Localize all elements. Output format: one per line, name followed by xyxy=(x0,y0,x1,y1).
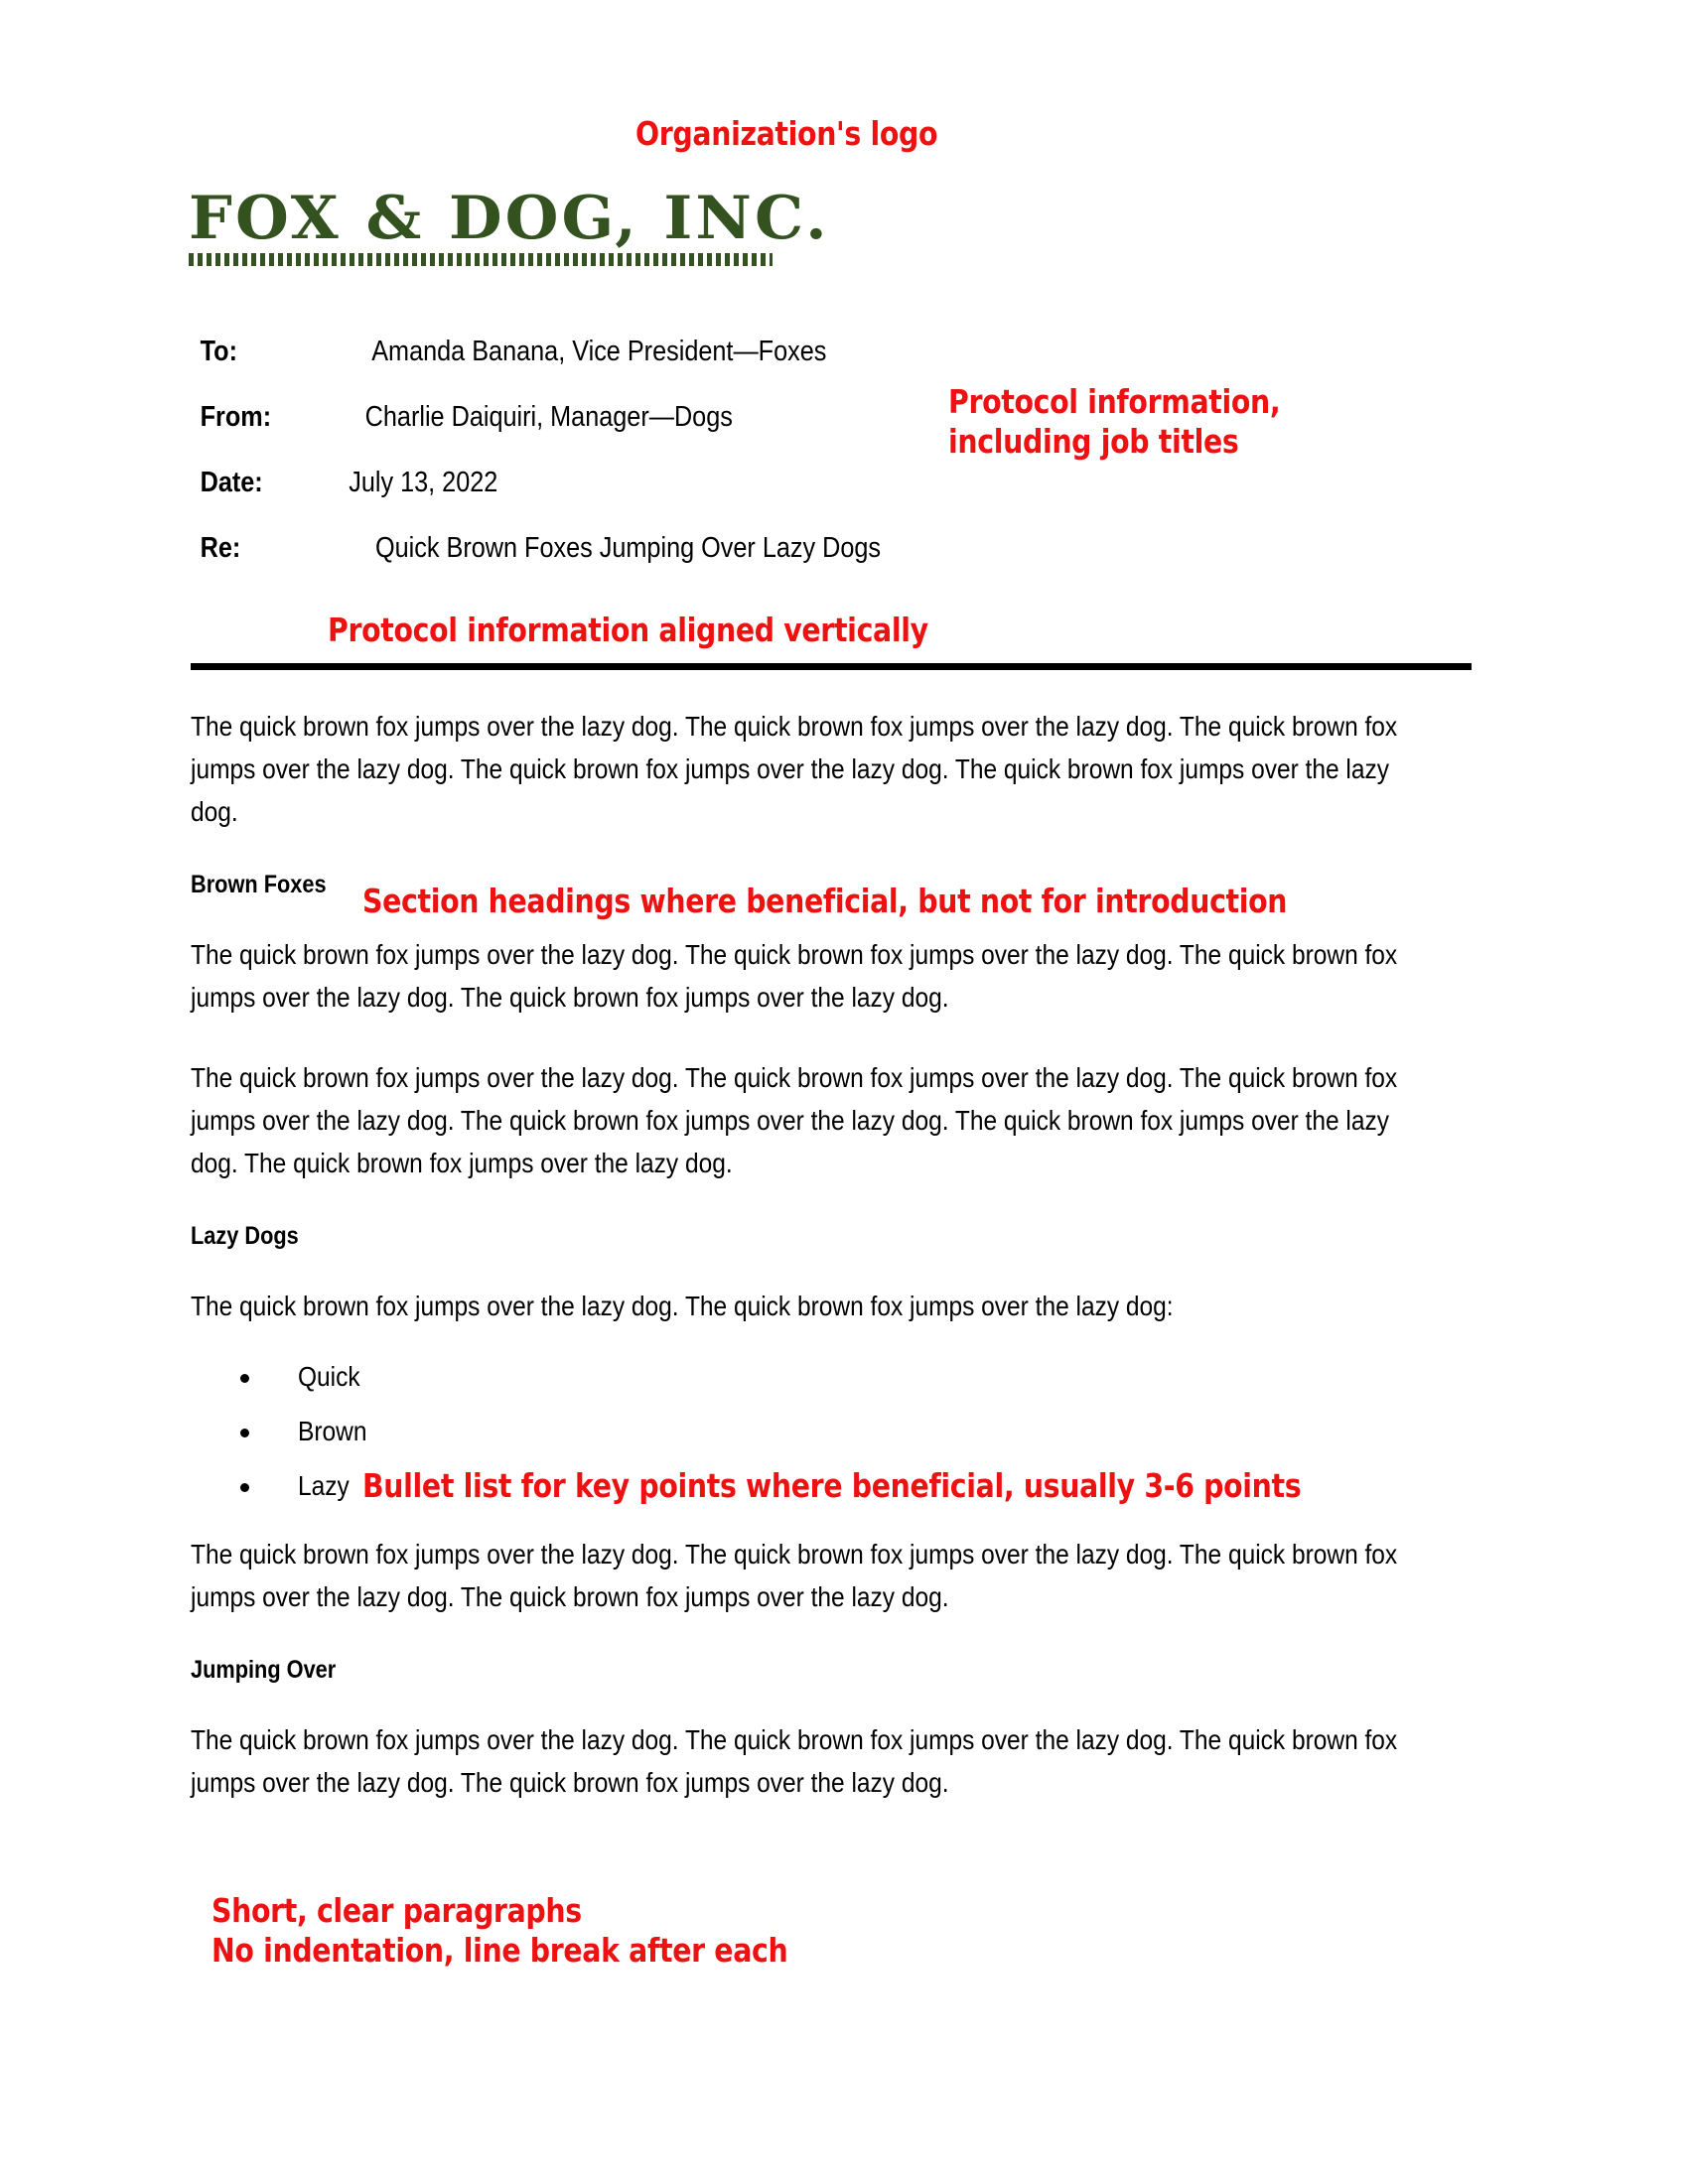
header-divider-rule xyxy=(191,663,1472,670)
protocol-label-from: From: xyxy=(200,401,272,433)
annotation-bullet-list-text: Bullet list for key points where beneficial, usually 3-6 points xyxy=(362,1466,1302,1505)
annotation-paragraph-style xyxy=(211,1891,882,1972)
protocol-value-to: Amanda Banana, Vice President—Foxes xyxy=(371,336,827,367)
section-heading-jumping-over: Jumping Over xyxy=(191,1656,337,1684)
annotation-section-headings-text: Section headings where beneficial, but not for introduction xyxy=(362,882,1288,920)
logo-dotted-rule xyxy=(189,253,773,266)
intro-paragraph: The quick brown fox jumps over the lazy dog. The quick brown fox jumps over the lazy dog. The quick brown fox jumps over the lazy dog. The quick brown fox jumps over the lazy dog. The quick brown fox jumps over the lazy dog. xyxy=(191,711,1398,827)
section-heading-lazy-dogs: Lazy Dogs xyxy=(191,1222,299,1250)
annotation-protocol-info-line1: Protocol information, xyxy=(948,382,1281,421)
list-item xyxy=(191,1355,1442,1398)
brown-foxes-paragraph-1: The quick brown fox jumps over the lazy dog. The quick brown fox jumps over the lazy dog. The quick brown fox jumps over the lazy dog. The quick brown fox jumps over the lazy dog. xyxy=(191,939,1398,1013)
annotation-paragraph-style-line1: Short, clear paragraphs xyxy=(211,1891,582,1930)
jumping-over-paragraph: The quick brown fox jumps over the lazy dog. The quick brown fox jumps over the lazy dog. The quick brown fox jumps over the lazy dog. The quick brown fox jumps over the lazy dog. xyxy=(191,1724,1398,1798)
annotation-logo-text: Organization's logo xyxy=(635,114,938,153)
company-logo xyxy=(189,184,830,266)
protocol-row-to xyxy=(191,336,1084,367)
protocol-value-re: Quick Brown Foxes Jumping Over Lazy Dogs xyxy=(375,532,882,564)
bullet-label-quick: Quick xyxy=(298,1361,360,1392)
annotation-organization-logo xyxy=(635,114,987,154)
memo-protocol-block xyxy=(191,336,1084,598)
protocol-value-from: Charlie Daiquiri, Manager—Dogs xyxy=(364,401,733,433)
annotation-paragraph-style-line2: No indentation, line break after each xyxy=(211,1931,788,1971)
protocol-label-to: To: xyxy=(200,336,237,367)
protocol-row-date xyxy=(191,467,1084,498)
bullet-label-brown: Brown xyxy=(298,1416,367,1446)
annotation-bullet-list xyxy=(362,1466,1454,1506)
lazy-dogs-lead-paragraph: The quick brown fox jumps over the lazy dog. The quick brown fox jumps over the lazy dog: xyxy=(191,1291,1174,1321)
annotation-protocol-info xyxy=(948,382,1335,463)
lazy-dogs-closing-paragraph: The quick brown fox jumps over the lazy dog. The quick brown fox jumps over the lazy dog. The quick brown fox jumps over the lazy dog. The quick brown fox jumps over the lazy dog. xyxy=(191,1539,1398,1612)
bullet-label-lazy: Lazy xyxy=(298,1470,350,1501)
protocol-row-re xyxy=(191,532,1084,564)
list-item xyxy=(191,1410,1442,1452)
section-heading-brown-foxes: Brown Foxes xyxy=(191,871,327,898)
annotation-protocol-aligned-text: Protocol information aligned vertically xyxy=(328,611,928,649)
protocol-label-date: Date: xyxy=(200,467,263,498)
memo-body xyxy=(191,705,1442,1842)
protocol-label-re: Re: xyxy=(200,532,241,564)
company-name: FOX & DOG, INC. xyxy=(189,184,830,253)
protocol-value-date: July 13, 2022 xyxy=(349,467,498,498)
brown-foxes-paragraph-2: The quick brown fox jumps over the lazy dog. The quick brown fox jumps over the lazy dog. The quick brown fox jumps over the lazy dog. The quick brown fox jumps over the lazy dog. The quick brown fox jumps over the lazy dog. The quick brown fox jumps over the lazy dog. xyxy=(191,1062,1398,1178)
annotation-section-headings xyxy=(362,882,1438,921)
annotation-protocol-aligned xyxy=(328,611,1026,650)
annotation-protocol-info-line2: including job titles xyxy=(948,422,1239,462)
